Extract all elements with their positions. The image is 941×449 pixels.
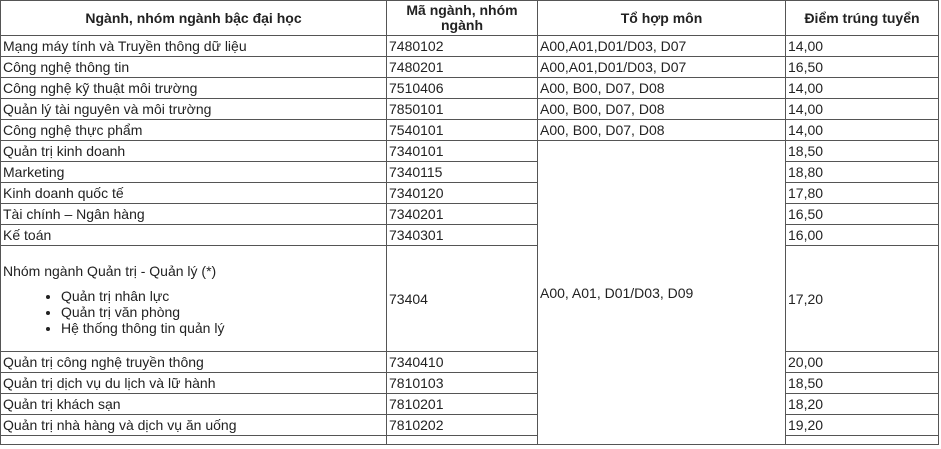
combo-cell: A00, B00, D07, D08 bbox=[538, 120, 786, 141]
combo-cell: A00,A01,D01/D03, D07 bbox=[538, 36, 786, 57]
score-cell: 19,20 bbox=[786, 415, 939, 436]
table-row bbox=[1, 394, 939, 415]
code-cell: 7480102 bbox=[387, 36, 538, 57]
table-row bbox=[1, 120, 939, 141]
code-cell: 7340120 bbox=[387, 183, 538, 204]
header-combo: Tổ hợp môn bbox=[538, 1, 786, 36]
table-row bbox=[1, 36, 939, 57]
score-cell: 18,50 bbox=[786, 373, 939, 394]
table-row bbox=[1, 373, 939, 394]
major-cell: Tài chính – Ngân hàng bbox=[1, 204, 387, 225]
major-cell: Quản lý tài nguyên và môi trường bbox=[1, 99, 387, 120]
code-cell bbox=[387, 436, 538, 445]
table-row-partial bbox=[1, 436, 939, 445]
major-cell: Quản trị dịch vụ du lịch và lữ hành bbox=[1, 373, 387, 394]
combo-cell: A00, B00, D07, D08 bbox=[538, 99, 786, 120]
code-cell: 7340410 bbox=[387, 352, 538, 373]
score-cell: 18,20 bbox=[786, 394, 939, 415]
code-cell: 7540101 bbox=[387, 120, 538, 141]
group-score-cell: 17,20 bbox=[786, 246, 939, 352]
table-row bbox=[1, 183, 939, 204]
code-cell: 7510406 bbox=[387, 78, 538, 99]
table-row bbox=[1, 78, 939, 99]
table-row bbox=[1, 141, 939, 162]
score-cell: 14,00 bbox=[786, 78, 939, 99]
major-cell: Marketing bbox=[1, 162, 387, 183]
major-cell: Công nghệ kỹ thuật môi trường bbox=[1, 78, 387, 99]
group-major-cell bbox=[1, 246, 387, 352]
table-row bbox=[1, 204, 939, 225]
table-row bbox=[1, 99, 939, 120]
major-cell: Kế toán bbox=[1, 225, 387, 246]
table-row bbox=[1, 57, 939, 78]
major-cell: Quản trị kinh doanh bbox=[1, 141, 387, 162]
merged-combo-cell: A00, A01, D01/D03, D09 bbox=[538, 141, 786, 445]
table-row bbox=[1, 162, 939, 183]
combo-cell: A00, B00, D07, D08 bbox=[538, 78, 786, 99]
major-cell: Công nghệ thực phẩm bbox=[1, 120, 387, 141]
code-cell: 7340201 bbox=[387, 204, 538, 225]
header-row bbox=[1, 1, 939, 36]
score-cell: 14,00 bbox=[786, 36, 939, 57]
group-item: • Hệ thống thông tin quản lý bbox=[61, 320, 384, 336]
score-cell: 16,50 bbox=[786, 57, 939, 78]
group-title: Nhóm ngành Quản trị - Quản lý (*) bbox=[3, 262, 217, 279]
group-item: • Quản trị văn phòng bbox=[61, 304, 384, 320]
score-cell: 18,80 bbox=[786, 162, 939, 183]
score-cell: 20,00 bbox=[786, 352, 939, 373]
code-cell: 7810202 bbox=[387, 415, 538, 436]
header-major: Ngành, nhóm ngành bậc đại học bbox=[1, 1, 387, 36]
score-cell: 16,00 bbox=[786, 225, 939, 246]
code-cell: 7340301 bbox=[387, 225, 538, 246]
major-cell bbox=[1, 436, 387, 445]
group-item-list bbox=[3, 288, 384, 336]
major-cell: Quản trị khách sạn bbox=[1, 394, 387, 415]
code-cell: 7810103 bbox=[387, 373, 538, 394]
table-row bbox=[1, 352, 939, 373]
major-cell: Quản trị công nghệ truyền thông bbox=[1, 352, 387, 373]
code-cell: 7340115 bbox=[387, 162, 538, 183]
code-cell: 7810201 bbox=[387, 394, 538, 415]
combo-cell: A00,A01,D01/D03, D07 bbox=[538, 57, 786, 78]
score-cell: 18,50 bbox=[786, 141, 939, 162]
major-cell: Công nghệ thông tin bbox=[1, 57, 387, 78]
major-cell: Quản trị nhà hàng và dịch vụ ăn uống bbox=[1, 415, 387, 436]
code-cell: 7480201 bbox=[387, 57, 538, 78]
score-cell: 14,00 bbox=[786, 120, 939, 141]
score-cell: 14,00 bbox=[786, 99, 939, 120]
code-cell: 7850101 bbox=[387, 99, 538, 120]
major-cell: Mạng máy tính và Truyền thông dữ liệu bbox=[1, 36, 387, 57]
header-score: Điểm trúng tuyển bbox=[786, 1, 939, 36]
code-cell: 7340101 bbox=[387, 141, 538, 162]
table-row bbox=[1, 415, 939, 436]
score-cell bbox=[786, 436, 939, 445]
group-row bbox=[1, 246, 939, 352]
group-item: • Quản trị nhân lực bbox=[61, 288, 384, 304]
group-code-cell: 73404 bbox=[387, 246, 538, 352]
header-code: Mã ngành, nhóm ngành bbox=[387, 1, 538, 36]
score-cell: 16,50 bbox=[786, 204, 939, 225]
table-row bbox=[1, 225, 939, 246]
score-cell: 17,80 bbox=[786, 183, 939, 204]
major-cell: Kinh doanh quốc tế bbox=[1, 183, 387, 204]
